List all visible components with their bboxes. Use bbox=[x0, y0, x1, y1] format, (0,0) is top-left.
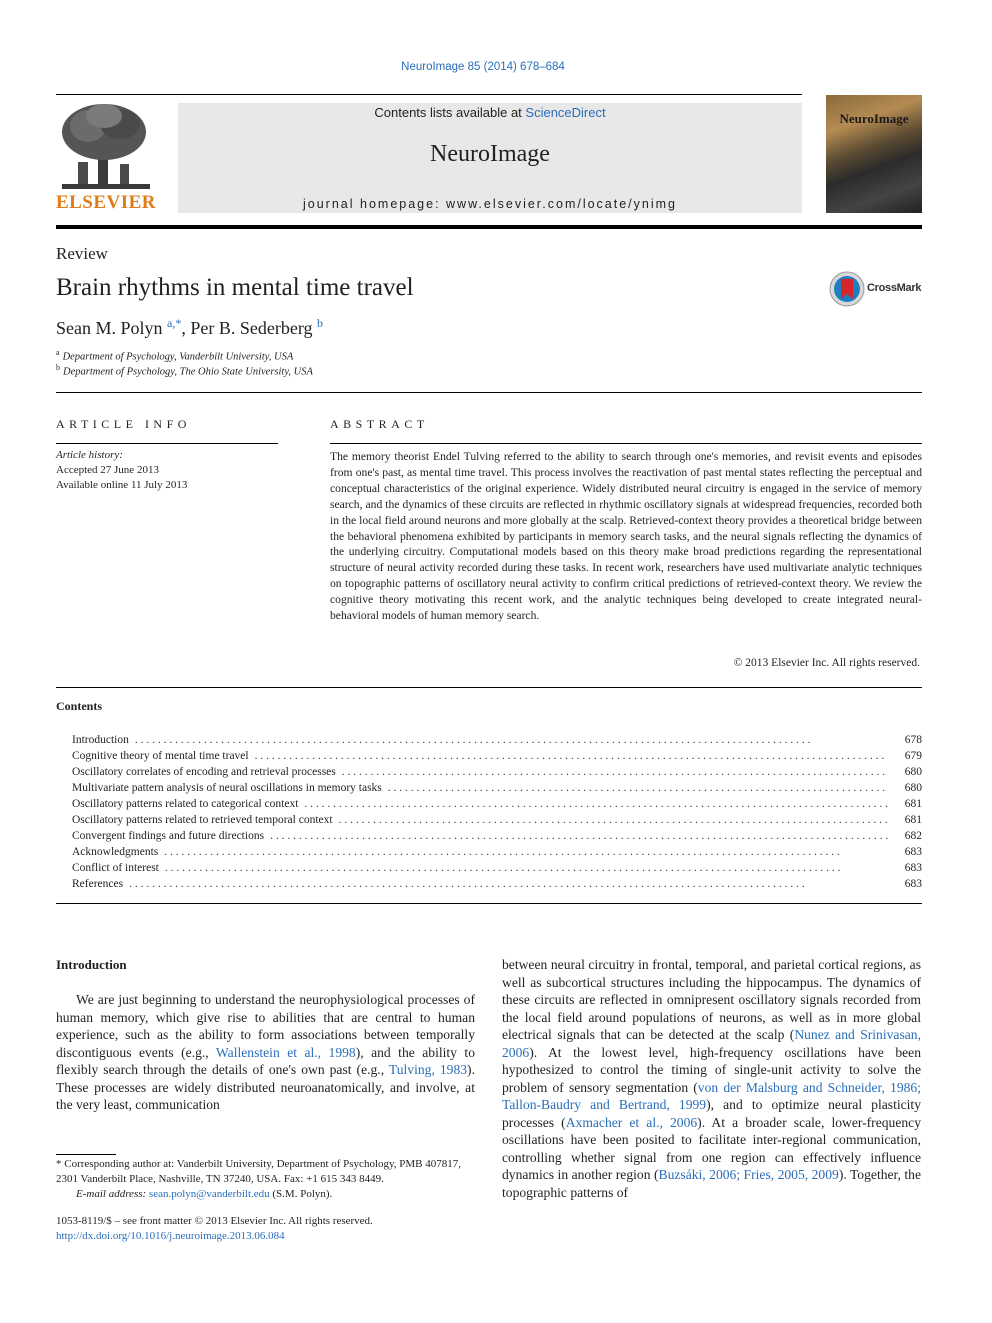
toc-leader bbox=[304, 798, 888, 810]
affiliation-text: Department of Psychology, The Ohio State University, USA bbox=[63, 366, 313, 378]
body-text: ), and the ability to flexibly search through the details of one's own past (e.g., bbox=[56, 1044, 475, 1077]
affiliation-a bbox=[56, 348, 293, 363]
introduction-heading: Introduction bbox=[56, 957, 127, 972]
footnote-text: Corresponding author at: Vanderbilt University, Department of Psychology, PMB 407817, 2301 Vanderbilt Place, Nashville, TN 37240, USA. Fax: +1 615 343 8449. bbox=[56, 1158, 462, 1185]
journal-cover-thumbnail[interactable] bbox=[826, 95, 922, 213]
body-text: ). These processes are widely distributed neuroanatomically, and involve, at the very least, communication bbox=[56, 1062, 475, 1112]
footnote-email-line bbox=[56, 1187, 475, 1202]
toc-entry-title[interactable]: Introduction bbox=[72, 734, 129, 746]
toc-leader bbox=[339, 814, 888, 826]
citation-link[interactable]: Tulving, 1983 bbox=[388, 1062, 468, 1077]
toc-entry-page: 678 bbox=[904, 734, 922, 746]
toc-entry-title[interactable]: Cognitive theory of mental time travel bbox=[72, 750, 249, 762]
toc-entry[interactable] bbox=[72, 782, 922, 798]
citation-link[interactable]: Nunez and Srinivasan, 2006 bbox=[502, 1027, 921, 1060]
toc-leader bbox=[164, 846, 888, 858]
toc-entry[interactable] bbox=[72, 846, 922, 862]
journal-homepage-link[interactable]: journal homepage: www.elsevier.com/locate/ynimg bbox=[303, 197, 677, 211]
contents-heading: Contents bbox=[56, 699, 103, 713]
toc-entry[interactable] bbox=[72, 830, 922, 846]
toc-leader bbox=[129, 878, 888, 890]
email-suffix: (S.M. Polyn). bbox=[269, 1188, 333, 1200]
body-text: between neural circuitry in frontal, temporal, and parietal cortical regions, as well as subcortical structures including the hippocampus. The dynamics of these circuits are reflected in omnipresent oscillatory signals recorded from the local field around populations of neurons, as well as in more global electrical signals that can be detected at the scalp ( bbox=[502, 957, 921, 1042]
toc-entry-page: 683 bbox=[904, 862, 922, 874]
toc-entry[interactable] bbox=[72, 798, 922, 814]
toc-leader bbox=[388, 782, 888, 794]
author-affiliation-mark[interactable]: b bbox=[317, 316, 323, 330]
footnote-divider bbox=[56, 1154, 116, 1155]
citation-link[interactable]: Buzsáki, 2006; Fries, 2005, 2009 bbox=[658, 1167, 839, 1182]
article-type: Review bbox=[56, 244, 108, 263]
toc-leader bbox=[255, 750, 888, 762]
toc-entry-page: 681 bbox=[904, 814, 922, 826]
toc-entry[interactable] bbox=[72, 734, 922, 750]
toc-entry-title[interactable]: Acknowledgments bbox=[72, 846, 159, 858]
toc-entry[interactable] bbox=[72, 766, 922, 782]
sciencedirect-link[interactable]: ScienceDirect bbox=[525, 105, 606, 120]
journal-name: NeuroImage bbox=[430, 141, 550, 167]
toc-entry[interactable] bbox=[72, 862, 922, 878]
corresponding-author-footnote bbox=[56, 1157, 475, 1202]
author-name[interactable]: Per B. Sederberg bbox=[190, 318, 317, 338]
toc-entry-page: 680 bbox=[904, 766, 922, 778]
doi-link[interactable]: http://dx.doi.org/10.1016/j.neuroimage.2013.06.084 bbox=[56, 1230, 285, 1242]
body-text: ), and to optimize neural plasticity processes ( bbox=[502, 1097, 922, 1130]
online-date: Available online 11 July 2013 bbox=[56, 479, 188, 491]
toc-entry-page: 681 bbox=[904, 798, 922, 810]
header-thick-divider bbox=[56, 225, 922, 229]
footnote-address bbox=[56, 1157, 475, 1187]
article-title: Brain rhythms in mental time travel bbox=[56, 274, 414, 301]
affiliation-mark: b bbox=[56, 363, 60, 372]
toc-entry-page: 683 bbox=[904, 878, 922, 890]
toc-entry[interactable] bbox=[72, 814, 922, 830]
toc-entry-page: 680 bbox=[904, 782, 922, 794]
abstract-copyright: © 2013 Elsevier Inc. All rights reserved. bbox=[733, 657, 920, 669]
author-affiliation-mark[interactable]: a,* bbox=[167, 316, 182, 330]
citation-link[interactable]: von der Malsburg and Schneider, 1986; Tallon-Baudry and Bertrand, 1999 bbox=[502, 1079, 921, 1112]
section-divider bbox=[56, 392, 922, 393]
elsevier-logo[interactable] bbox=[54, 100, 158, 214]
article-info-heading: ARTICLE INFO bbox=[56, 417, 191, 431]
citation-link[interactable]: Axmacher et al., 2006 bbox=[565, 1114, 698, 1130]
body-text: ). Together, the topographic patterns of bbox=[502, 1167, 921, 1200]
crossmark-icon bbox=[829, 271, 865, 307]
body-text: ). At a broader scale, lower-frequency oscillations have been posited to facilitate inter-regional communication, controlling whether signal from one region can effectively influence dynamics in another region ( bbox=[502, 1114, 921, 1182]
journal-masthead bbox=[178, 103, 802, 213]
affiliation-mark: a bbox=[56, 348, 60, 357]
toc-entry[interactable] bbox=[72, 878, 922, 894]
toc-leader bbox=[165, 862, 888, 874]
journal-citation[interactable]: NeuroImage 85 (2014) 678–684 bbox=[401, 61, 565, 73]
section-divider bbox=[56, 903, 922, 904]
header-divider bbox=[56, 94, 802, 95]
toc-entry-title[interactable]: Oscillatory patterns related to retrieved temporal context bbox=[72, 814, 333, 826]
issn-line: 1053-8119/$ – see front matter © 2013 Elsevier Inc. All rights reserved. bbox=[56, 1215, 373, 1227]
toc-leader bbox=[135, 734, 888, 746]
body-text: We are just beginning to understand the neurophysiological processes of human memory, which give rise to abilities that are central to human experience, such as the ability to form associations between temporally discontiguous events (e.g., bbox=[56, 992, 475, 1060]
issn-block bbox=[56, 1214, 373, 1244]
email-label: E-mail address: bbox=[76, 1188, 147, 1200]
cover-title: NeuroImage bbox=[839, 111, 909, 126]
toc-entry-title[interactable]: References bbox=[72, 878, 124, 890]
author-name[interactable]: Sean M. Polyn bbox=[56, 318, 168, 338]
author-separator: , bbox=[181, 318, 191, 338]
abstract-heading: ABSTRACT bbox=[330, 417, 429, 431]
accepted-date: Accepted 27 June 2013 bbox=[56, 464, 159, 476]
crossmark-badge[interactable] bbox=[829, 271, 939, 307]
history-label: Article history: bbox=[56, 449, 123, 461]
body-text: ). At the lowest level, high-frequency oscillations have been hypothesized to control the timing of single-unit activity to solve the problem of sensory segmentation ( bbox=[502, 1044, 921, 1095]
elsevier-tree-icon bbox=[54, 100, 158, 192]
body-column-right bbox=[502, 956, 921, 1201]
affiliation-text: Department of Psychology, Vanderbilt University, USA bbox=[62, 351, 294, 363]
abstract-text: The memory theorist Endel Tulving referred to the ability to search through one's memories, and revisit events and episodes from one's past, as mental time travel. This process involves the reactivation of past mental states reflecting the perceptual and conceptual characteristics of the original experience. Widely distributed neural circuitry is engaged in the service of memory search, and the dynamics of these circuits are reflected in rhythmic oscillatory signals at widespread frequencies, recorded both in the local field around neurons and more globally at the scalp. Retrieved-context theory provides a theoretical bridge between the behavioral phenomena exhibited by participants in memory search tasks, and the neural signals reflecting the dynamics of the underlying circuitry. Computational models based on this theory make broad predictions regarding the representational structure of neural activity recorded during these tasks. In recent work, researchers have used multivariate analytic techniques on topographic patterns of oscillatory neural activity to confirm critical predictions of retrieved-context theory. We review the cognitive theory motivating this recent work, and the analytic techniques being developed to create integrated neural-behavioral models of human memory search. bbox=[330, 450, 922, 623]
table-of-contents bbox=[72, 734, 922, 894]
toc-entry-page: 682 bbox=[904, 830, 922, 842]
author-list bbox=[56, 316, 323, 339]
contents-availability-line bbox=[178, 105, 802, 120]
footnote-mark: * bbox=[56, 1158, 62, 1170]
author-email-link[interactable]: sean.polyn@vanderbilt.edu bbox=[148, 1188, 270, 1200]
body-column-left bbox=[56, 991, 475, 1114]
toc-entry-title[interactable]: Conflict of interest bbox=[72, 862, 159, 874]
toc-entry-page: 683 bbox=[904, 846, 922, 858]
toc-entry-title[interactable]: Oscillatory patterns related to categorical context bbox=[72, 798, 299, 810]
toc-leader bbox=[342, 766, 888, 778]
affiliation-b bbox=[56, 363, 313, 378]
abstract-divider bbox=[330, 443, 922, 444]
contents-prefix: Contents lists available at bbox=[374, 105, 526, 120]
section-divider bbox=[56, 687, 922, 688]
toc-entry-page: 679 bbox=[904, 750, 922, 762]
toc-entry[interactable] bbox=[72, 750, 922, 766]
article-info-divider bbox=[56, 443, 278, 444]
toc-entry-title[interactable]: Oscillatory correlates of encoding and retrieval processes bbox=[72, 766, 336, 778]
toc-entry-title[interactable]: Convergent findings and future directions bbox=[72, 830, 265, 842]
toc-leader bbox=[270, 830, 888, 842]
elsevier-wordmark: ELSEVIER bbox=[55, 192, 157, 213]
article-history bbox=[56, 448, 187, 493]
toc-entry-title[interactable]: Multivariate pattern analysis of neural oscillations in memory tasks bbox=[72, 782, 382, 794]
crossmark-label: CrossMark bbox=[867, 282, 922, 294]
citation-link[interactable]: Wallenstein et al., 1998 bbox=[215, 1044, 356, 1060]
